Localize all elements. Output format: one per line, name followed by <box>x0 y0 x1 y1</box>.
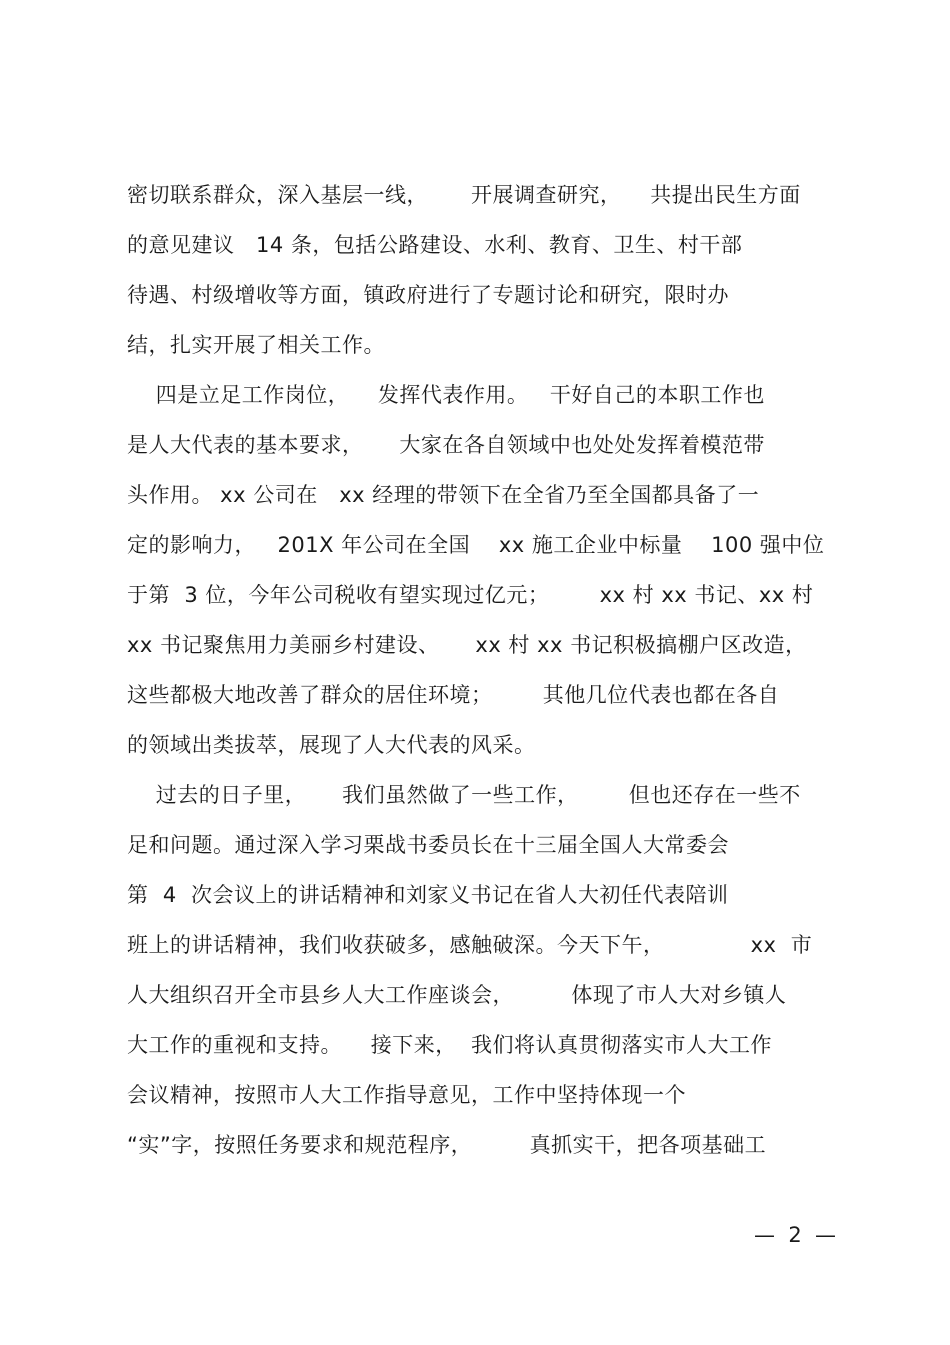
text-line: 会议精神，按照市人大工作指导意见，工作中坚持体现一个 <box>127 1083 686 1107</box>
text-line: 的意见建议 14 条，包括公路建设、水利、教育、卫生、村干部 <box>127 233 743 257</box>
text-line: 的领域出类拔萃，展现了人大代表的风采。 <box>127 733 536 757</box>
text-line: 第 4 次会议上的讲话精神和刘家义书记在省人大初任代表陪训 <box>127 883 729 907</box>
text-line: 大工作的重视和支持。 接下来， 我们将认真贯彻落实市人大工作 <box>127 1033 773 1057</box>
text-line: 班上的讲话精神，我们收获破多，感触破深。今天下午， xx 市 <box>127 933 813 957</box>
text-line: 人大组织召开全市县乡人大工作座谈会， 体现了市人大对乡镇人 <box>127 983 787 1007</box>
text-line: 四是立足工作岗位， 发挥代表作用。 干好自己的本职工作也 <box>127 383 765 407</box>
text-line: 是人大代表的基本要求， 大家在各自领域中也处处发挥着模范带 <box>127 433 765 457</box>
text-line: 头作用。 xx 公司在 xx 经理的带领下在全省乃至全国都具备了一 <box>127 483 760 507</box>
text-line: 定的影响力， 201X 年公司在全国 xx 施工企业中标量 100 强中位 <box>127 533 825 557</box>
text-line: 足和问题。通过深入学习栗战书委员长在十三届全国人大常委会 <box>127 833 729 857</box>
text-line: 待遇、村级增收等方面，镇政府进行了专题讨论和研究，限时办 <box>127 283 729 307</box>
text-line: xx 书记聚焦用力美丽乡村建设、 xx 村 xx 书记积极搞棚户区改造， <box>127 633 807 657</box>
page-number: — 2 — <box>754 1223 837 1247</box>
text-line: 这些都极大地改善了群众的居住环境； 其他几位代表也都在各自 <box>127 683 780 707</box>
text-line: 密切联系群众，深入基层一线， 开展调查研究， 共提出民生方面 <box>127 183 801 207</box>
text-line: 结，扎实开展了相关工作。 <box>127 333 385 357</box>
text-line: “实”字，按照任务要求和规范程序， 真抓实干，把各项基础工 <box>127 1133 767 1157</box>
text-line: 于第 3 位，今年公司税收有望实现过亿元； xx 村 xx 书记、xx 村 <box>127 583 814 607</box>
text-line: 过去的日子里， 我们虽然做了一些工作， 但也还存在一些不 <box>127 783 801 807</box>
